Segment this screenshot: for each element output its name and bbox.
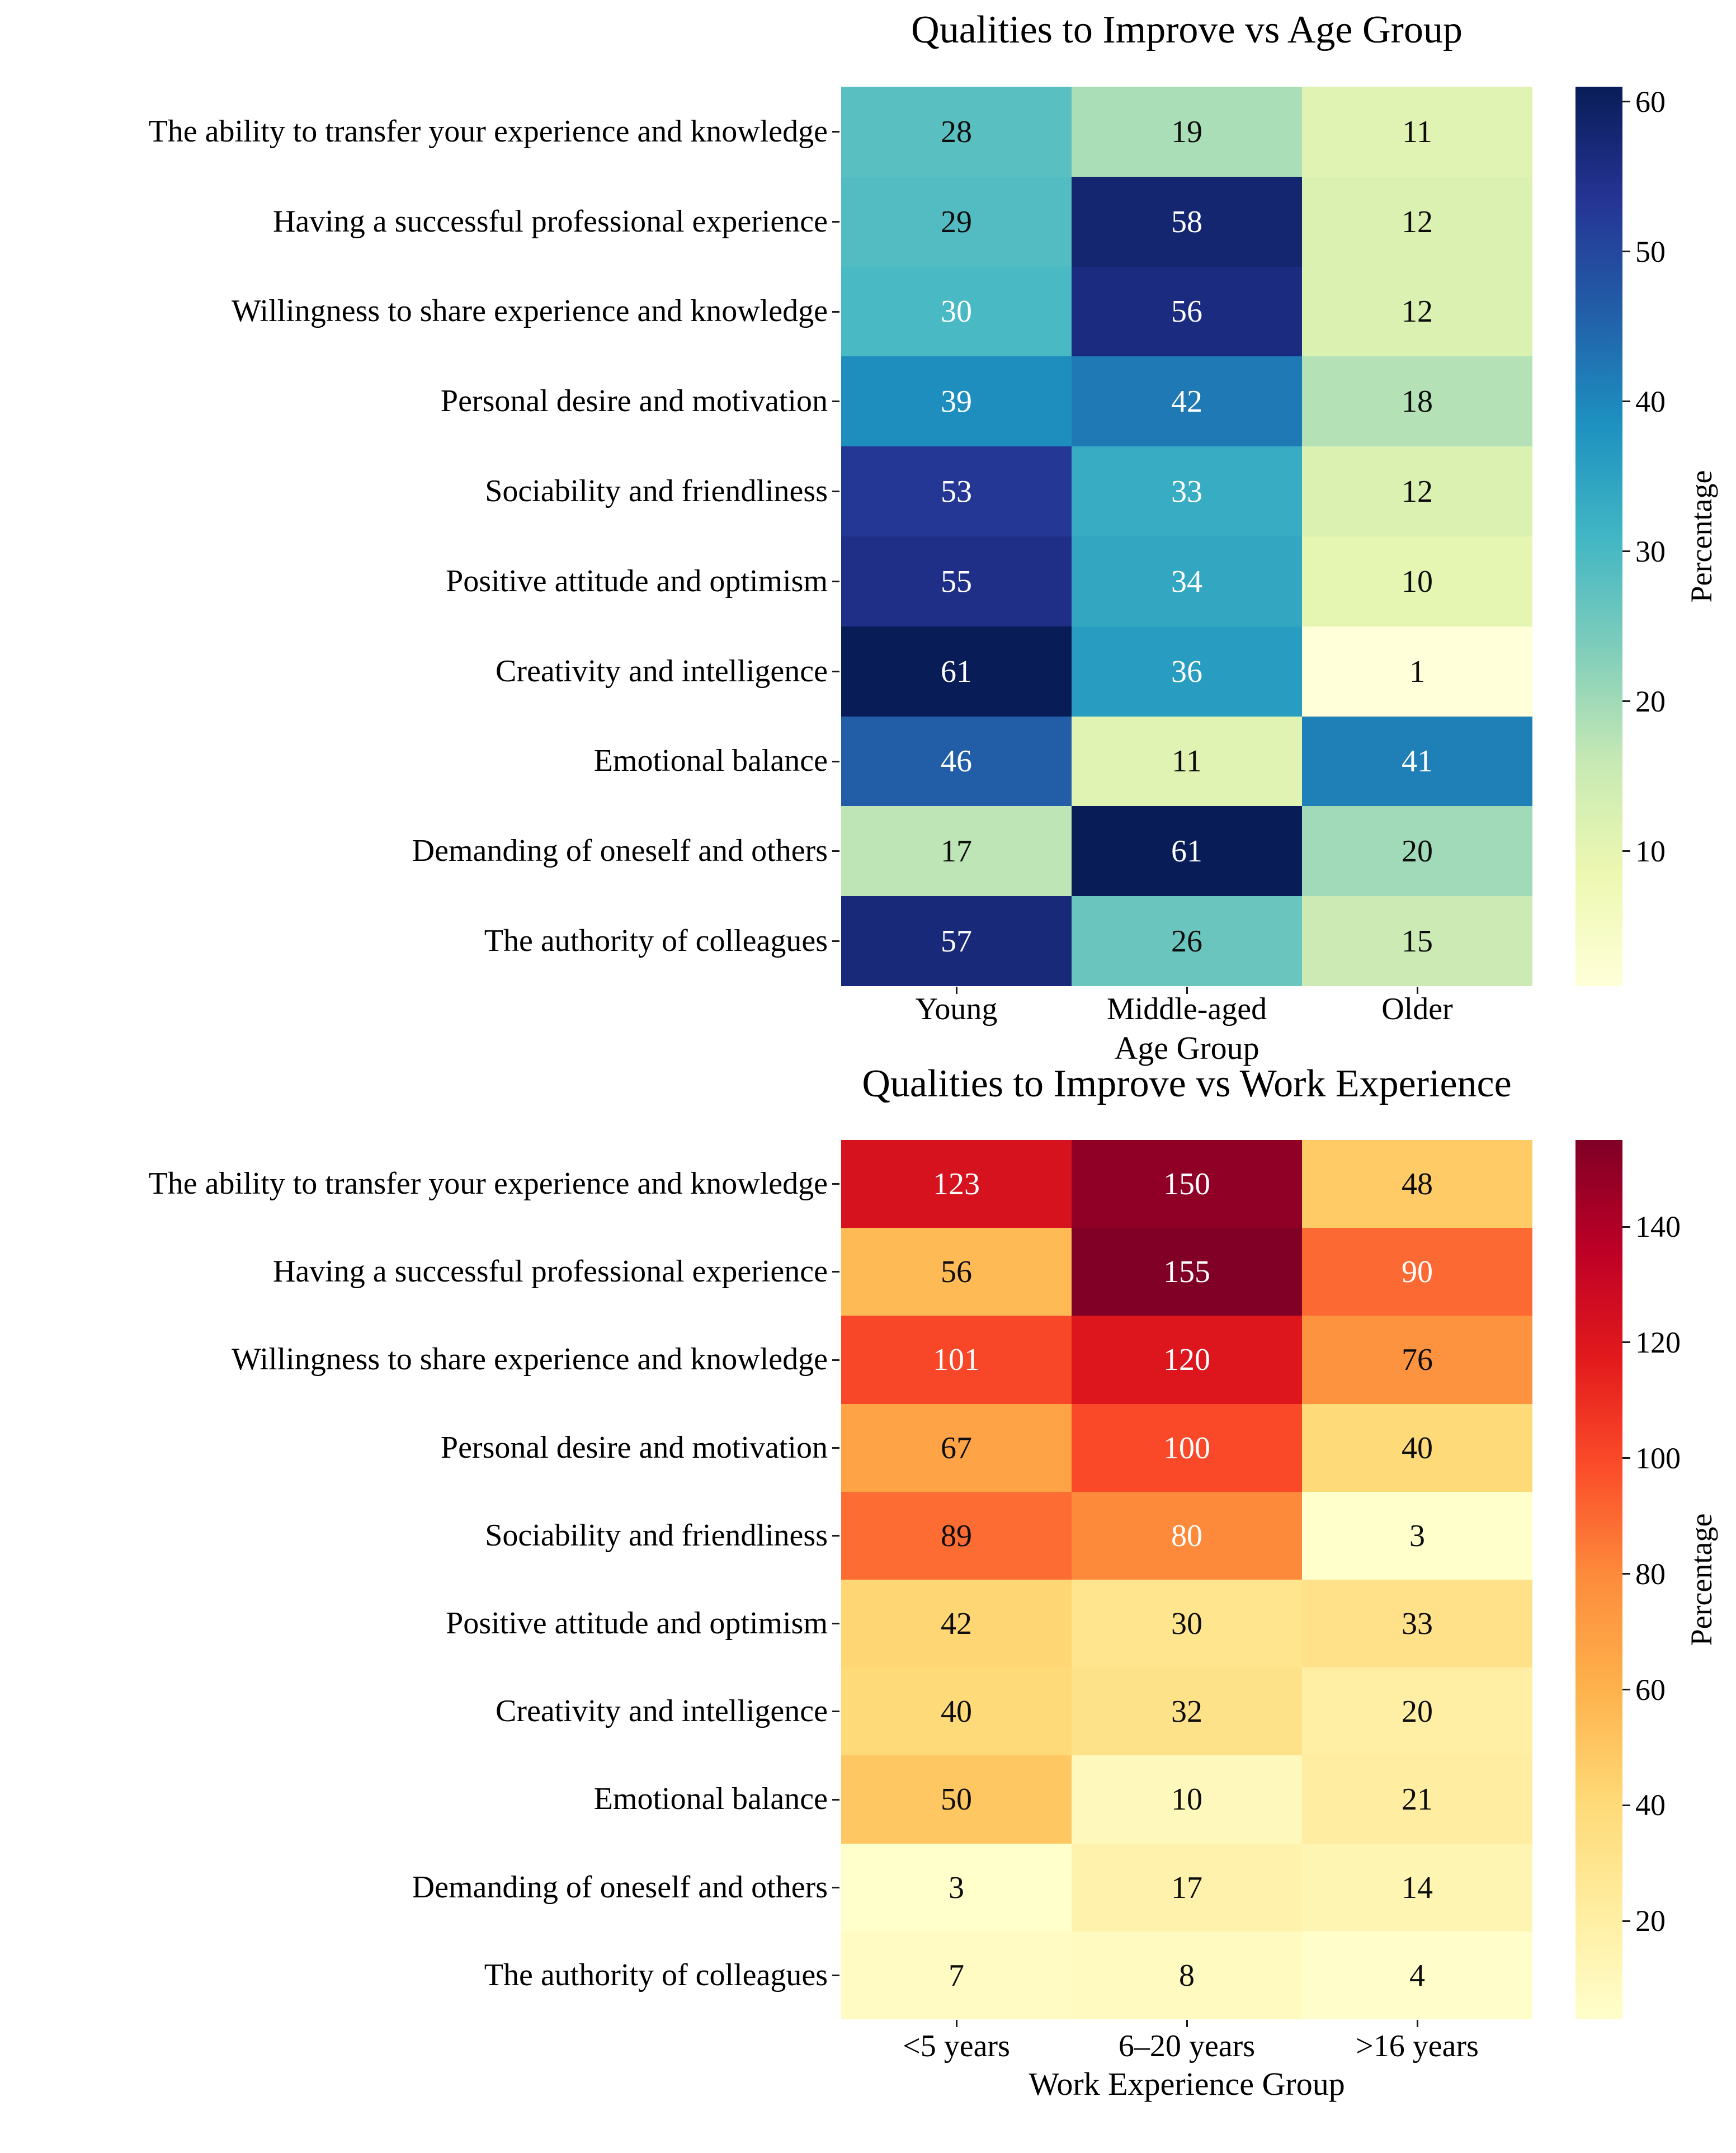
heatmap-cell [1072, 87, 1302, 177]
heatmap-cell [841, 806, 1072, 896]
colorbar [1575, 1140, 1622, 2019]
heatmap-cell [841, 896, 1072, 986]
cell-value: 34 [1171, 564, 1202, 599]
y-tick-label: Demanding of oneself and others [412, 1869, 828, 1905]
colorbar-tick-mark [1622, 700, 1630, 702]
cell-value: 41 [1402, 744, 1433, 779]
cell-value: 18 [1402, 384, 1433, 419]
cell-value: 40 [941, 1694, 972, 1729]
heatmap-cell [1302, 1755, 1532, 1844]
colorbar-tick-label: 120 [1635, 1325, 1681, 1359]
heatmap-cell [841, 1316, 1072, 1404]
y-tick-mark [832, 401, 839, 402]
heatmap-cell [1302, 1667, 1532, 1755]
cell-value: 11 [1172, 744, 1202, 779]
cell-value: 58 [1171, 204, 1202, 239]
cell-value: 101 [933, 1342, 980, 1377]
heatmap-cell [841, 1140, 1072, 1228]
colorbar-tick-mark [1622, 1920, 1630, 1922]
heatmap-cell [1072, 1667, 1302, 1755]
cell-value: 39 [941, 384, 972, 419]
y-tick-label: Positive attitude and optimism [446, 1605, 828, 1641]
heatmap-cell [1302, 896, 1532, 986]
y-tick-mark [832, 131, 839, 133]
colorbar-tick-label: 20 [1635, 1904, 1666, 1938]
cell-value: 36 [1171, 654, 1202, 689]
y-tick-mark [832, 1271, 839, 1273]
y-tick-label: Demanding of oneself and others [412, 833, 828, 868]
y-tick-mark [832, 761, 839, 762]
heatmap-cell [841, 1667, 1072, 1755]
y-tick-label: The authority of colleagues [484, 923, 828, 958]
y-tick-mark [832, 1183, 839, 1185]
heatmap-cell [1302, 1228, 1532, 1316]
heatmap-cell [841, 717, 1072, 806]
y-tick-label: Having a successful professional experience [272, 1254, 828, 1289]
cell-value: 20 [1402, 833, 1433, 869]
cell-value: 12 [1402, 204, 1433, 239]
cell-value: 28 [941, 114, 972, 149]
colorbar-tick-mark [1622, 1805, 1630, 1806]
y-tick-mark [832, 491, 839, 492]
heatmap-cell [1302, 806, 1532, 896]
colorbar-tick-label: 80 [1635, 1557, 1666, 1591]
chart-title: Qualities to Improve vs Work Experience [862, 1062, 1512, 1105]
y-tick-label: The ability to transfer your experience and knowledge [148, 114, 828, 149]
heatmap-cell [1302, 1404, 1532, 1492]
y-tick-mark [832, 671, 839, 672]
y-tick-label: Emotional balance [593, 1782, 828, 1817]
cell-value: 123 [933, 1166, 980, 1202]
cell-value: 20 [1402, 1694, 1433, 1729]
heatmap-cell [841, 87, 1072, 177]
heatmap-cell [1072, 1404, 1302, 1492]
y-tick-label: Personal desire and motivation [440, 1430, 828, 1465]
cell-value: 26 [1171, 924, 1202, 959]
x-tick-label: Older [1381, 992, 1453, 1026]
cell-value: 32 [1171, 1694, 1202, 1729]
y-tick-mark [832, 1975, 839, 1976]
colorbar-tick-label: 30 [1635, 534, 1666, 568]
y-tick-mark [832, 850, 839, 852]
cell-value: 155 [1163, 1254, 1210, 1289]
heatmap-cell [841, 626, 1072, 717]
heatmap-cell [1072, 446, 1302, 536]
cell-value: 48 [1402, 1166, 1433, 1202]
colorbar-tick-label: 40 [1635, 1788, 1666, 1822]
y-tick-mark [832, 940, 839, 942]
cell-value: 56 [941, 1254, 972, 1289]
cell-value: 12 [1402, 294, 1433, 329]
heatmap-cell [1302, 626, 1532, 717]
heatmap-cell [1302, 1931, 1532, 2019]
colorbar-tick-mark [1622, 1226, 1630, 1228]
heatmap-cell [1302, 536, 1532, 626]
cell-value: 42 [941, 1606, 972, 1641]
x-tick-label: Middle-aged [1106, 992, 1267, 1026]
colorbar-tick-label: 60 [1635, 84, 1666, 119]
heatmap-cell [1072, 1228, 1302, 1316]
colorbar-tick-label: 140 [1635, 1210, 1681, 1244]
cell-value: 40 [1402, 1430, 1433, 1466]
x-tick-label: <5 years [903, 2029, 1010, 2064]
y-tick-mark [832, 581, 839, 582]
colorbar-tick-mark [1622, 1341, 1630, 1343]
heatmap-cell [841, 356, 1072, 446]
heatmap-cell [1072, 1140, 1302, 1228]
heatmap-cell [1072, 356, 1302, 446]
heatmap-cell [1302, 1844, 1532, 1931]
cell-value: 14 [1402, 1870, 1433, 1905]
cell-value: 76 [1402, 1342, 1433, 1377]
cell-value: 80 [1171, 1518, 1202, 1553]
heatmap-cell [1302, 87, 1532, 177]
y-tick-label: Emotional balance [593, 743, 828, 779]
cell-value: 33 [1171, 474, 1202, 509]
colorbar-tick-mark [1622, 850, 1630, 852]
cell-value: 3 [1409, 1518, 1425, 1553]
colorbar-tick-label: 60 [1635, 1673, 1666, 1707]
colorbar-tick-mark [1622, 1689, 1630, 1690]
colorbar-tick-mark [1622, 1573, 1630, 1575]
heatmap-cell [841, 1580, 1072, 1667]
heatmap-cell [1072, 1492, 1302, 1580]
heatmap-cell [1072, 1755, 1302, 1844]
heatmap-cell [841, 267, 1072, 356]
heatmap-cell [1072, 717, 1302, 806]
cell-value: 10 [1171, 1782, 1202, 1817]
y-tick-mark [832, 1887, 839, 1888]
heatmap-cell [1072, 896, 1302, 986]
y-tick-mark [832, 1535, 839, 1537]
cell-value: 12 [1402, 474, 1433, 509]
y-tick-label: Sociability and friendliness [485, 1518, 828, 1553]
cell-value: 19 [1171, 114, 1202, 149]
x-tick-label: 6–20 years [1118, 2029, 1256, 2064]
heatmap-cell [1302, 177, 1532, 267]
x-tick-mark [1417, 2020, 1418, 2027]
heatmap-cell [841, 1492, 1072, 1580]
y-tick-label: The ability to transfer your experience and knowledge [148, 1166, 828, 1201]
heatmap-cell [1302, 1316, 1532, 1404]
colorbar-tick-label: 10 [1635, 834, 1666, 868]
y-tick-mark [832, 1711, 839, 1712]
colorbar-tick-label: 20 [1635, 684, 1666, 718]
y-tick-label: Sociability and friendliness [485, 473, 828, 508]
y-tick-mark [832, 221, 839, 223]
heatmap-cell [841, 536, 1072, 626]
y-tick-mark [832, 1447, 839, 1449]
cell-value: 120 [1163, 1342, 1210, 1377]
heatmap-cell [841, 446, 1072, 536]
colorbar [1575, 87, 1622, 986]
x-tick-mark [956, 2020, 957, 2027]
heatmap-cell [1072, 1844, 1302, 1931]
colorbar-tick-label: 50 [1635, 234, 1666, 268]
y-tick-label: Personal desire and motivation [440, 383, 828, 418]
heatmap-cell [841, 1755, 1072, 1844]
x-tick-label: >16 years [1356, 2029, 1479, 2064]
cell-value: 150 [1163, 1166, 1210, 1202]
heatmap-cell [841, 1844, 1072, 1931]
cell-value: 17 [1171, 1870, 1202, 1905]
cell-value: 29 [941, 204, 972, 239]
cell-value: 46 [941, 744, 972, 779]
y-tick-label: The authority of colleagues [484, 1957, 828, 1992]
y-tick-label: Positive attitude and optimism [446, 563, 828, 599]
colorbar-tick-mark [1622, 101, 1630, 102]
cell-value: 100 [1163, 1430, 1210, 1466]
heatmap-cell [1072, 1580, 1302, 1667]
cell-value: 15 [1402, 924, 1433, 959]
cell-value: 90 [1402, 1254, 1433, 1289]
cell-value: 89 [941, 1518, 972, 1553]
y-tick-mark [832, 1359, 839, 1361]
cell-value: 8 [1179, 1958, 1195, 1993]
heatmap-cell [841, 1931, 1072, 2019]
cell-value: 57 [941, 924, 972, 959]
x-axis-label: Work Experience Group [1029, 2066, 1345, 2102]
colorbar-tick-label: 100 [1635, 1441, 1681, 1475]
cell-value: 10 [1402, 564, 1433, 599]
cell-value: 61 [1171, 833, 1202, 869]
cell-value: 7 [949, 1958, 964, 1993]
cell-value: 50 [941, 1782, 972, 1817]
colorbar-label: Percentage [1685, 470, 1718, 603]
heatmap-cell [1302, 446, 1532, 536]
heatmap-cell [1302, 1580, 1532, 1667]
y-tick-label: Willingness to share experience and knowledge [231, 1342, 828, 1377]
heatmap-cell [841, 1228, 1072, 1316]
colorbar-tick-mark [1622, 550, 1630, 552]
heatmap-cell [1302, 267, 1532, 356]
heatmap-cell [841, 177, 1072, 267]
colorbar-tick-mark [1622, 401, 1630, 402]
y-tick-mark [832, 1799, 839, 1801]
heatmap-cell [1072, 177, 1302, 267]
colorbar-tick-mark [1622, 1457, 1630, 1459]
heatmap-cell [1302, 717, 1532, 806]
y-tick-label: Creativity and intelligence [495, 653, 828, 689]
y-tick-label: Creativity and intelligence [495, 1693, 828, 1728]
heatmap-cell [1302, 1140, 1532, 1228]
cell-value: 17 [941, 833, 972, 869]
heatmap-cell [1072, 1316, 1302, 1404]
y-tick-mark [832, 1623, 839, 1624]
cell-value: 55 [941, 564, 972, 599]
cell-value: 21 [1402, 1782, 1433, 1817]
x-tick-mark [1186, 2020, 1188, 2027]
cell-value: 1 [1409, 654, 1425, 689]
x-tick-label: Young [915, 992, 998, 1026]
cell-value: 11 [1402, 114, 1432, 149]
cell-value: 56 [1171, 294, 1202, 329]
cell-value: 61 [941, 654, 972, 689]
heatmap-cell [1302, 1492, 1532, 1580]
cell-value: 42 [1171, 384, 1202, 419]
colorbar-tick-label: 40 [1635, 384, 1666, 418]
heatmap-cell [1302, 356, 1532, 446]
cell-value: 30 [1171, 1606, 1202, 1641]
heatmap-cell [1072, 1931, 1302, 2019]
heatmap-cell [841, 1404, 1072, 1492]
colorbar-tick-mark [1622, 251, 1630, 252]
chart-title: Qualities to Improve vs Age Group [911, 8, 1463, 51]
cell-value: 3 [949, 1870, 964, 1905]
y-tick-mark [832, 311, 839, 313]
y-tick-label: Having a successful professional experience [272, 204, 828, 239]
x-axis-label: Age Group [1114, 1030, 1259, 1066]
cell-value: 4 [1409, 1958, 1425, 1993]
heatmap-cell [1072, 806, 1302, 896]
heatmap-cell [1072, 267, 1302, 356]
cell-value: 30 [941, 294, 972, 329]
cell-value: 67 [941, 1430, 972, 1466]
heatmap-cell [1072, 536, 1302, 626]
colorbar-label: Percentage [1685, 1513, 1718, 1646]
cell-value: 53 [941, 474, 972, 509]
heatmap-cell [1072, 626, 1302, 717]
y-tick-label: Willingness to share experience and knowledge [231, 294, 828, 329]
cell-value: 33 [1402, 1606, 1433, 1641]
